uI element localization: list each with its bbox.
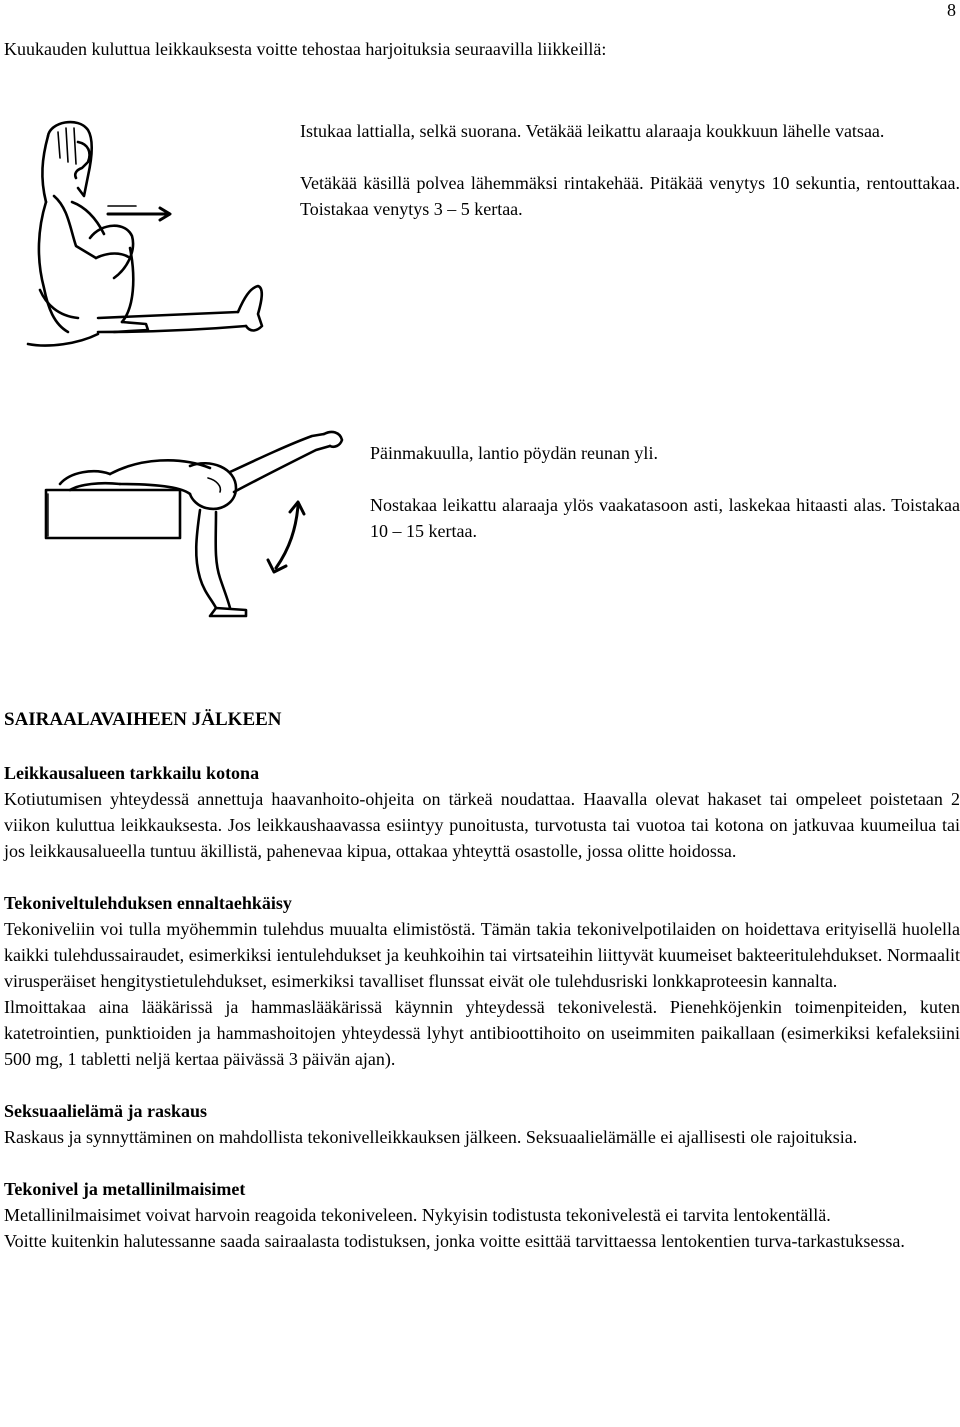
section-paragraph: Ilmoittakaa aina lääkärissä ja hammaslääkärissä käynnin yhteydessä tekonivelestä. Pienehköjenkin toimenpiteiden, kuten katetrointien, punktioiden ja hammashoitojen yhteydessä lyhyt antibioottihoito on useimmiten paikallaan (esimerkiksi kefaleksiini 500 mg, 1 tabletti neljä kertaa päivässä 3 päivän ajan). [4, 997, 960, 1069]
exercise-1-paragraph: Istukaa lattialla, selkä suorana. Vetäkää leikattu alaraaja koukkuun lähelle vatsaa. [300, 121, 885, 141]
section-paragraph: Voitte kuitenkin halutessanne saada sairaalasta todistuksen, jonka voitte esittää tarvittaessa lentokentien turva-tarkastuksessa. [4, 1231, 905, 1251]
section-infection-prevention [4, 890, 960, 1072]
section-heading: Tekoniveltulehduksen ennaltaehkäisy [4, 893, 292, 913]
section-paragraph: Tekoniveliin voi tulla myöhemmin tulehdus muualta elimistöstä. Tämän takia tekonivelpotilaiden on hoidettava erityisellä huolella kaikki tulehdussairaudet, esimerkiksi ientulehdukset ja keuhkoihin tai virtsateihin liittyvät kuumeiset bakteeritulehdukset. Normaalit virusperäiset hengitystietulehdukset, esimerkiksi tavalliset flunssat eivät ole tulehdusriski lonkkaproteesin kannalta. [4, 919, 960, 991]
after-hospital-content [4, 706, 960, 1254]
prone-leg-lift-illustration [40, 428, 350, 620]
section-wound-monitoring [4, 760, 960, 864]
exercise-2-paragraph: Päinmakuulla, lantio pöydän reunan yli. [370, 443, 658, 463]
section-heading: Tekonivel ja metallinilmaisimet [4, 1179, 246, 1199]
exercise-2-text [370, 440, 960, 544]
section-paragraph: Metallinilmaisimet voivat harvoin reagoida tekoniveleen. Nykyisin todistusta tekonivelestä ei tarvita lentokentällä. [4, 1205, 831, 1225]
main-heading: SAIRAALAVAIHEEN JÄLKEEN [4, 709, 282, 730]
exercise-2-paragraph: Nostakaa leikattu alaraaja ylös vaakatasoon asti, laskekaa hitaasti alas. Toistakaa 10 – 15 kertaa. [370, 495, 960, 541]
section-paragraph: Raskaus ja synnyttäminen on mahdollista tekonivelleikkauksen jälkeen. Seksuaalielämälle ei ajallisesti ole rajoituksia. [4, 1127, 858, 1147]
exercise-1-text [300, 118, 960, 222]
section-paragraph: Kotiutumisen yhteydessä annettuja haavanhoito-ohjeita on tärkeä noudattaa. Haavalla olevat hakaset tai ompeleet poistetaan 2 viikon kuluttua leikkauksesta. Jos leikkaushaavassa esiintyy punoitusta, turvotusta tai vuotoa tai kotona on jatkuvaa kuumeilua tai jos leikkausalueella tuntuu äkillistä, pahenevaa kipua, ottakaa yhteyttä osastolle, jossa olitte hoidossa. [4, 789, 960, 861]
section-heading: Seksuaalielämä ja raskaus [4, 1101, 208, 1121]
intro-text: Kuukauden kuluttua leikkauksesta voitte tehostaa harjoituksia seuraavilla liikkeillä: [4, 39, 607, 59]
page-number: 8 [947, 0, 956, 20]
exercise-1-paragraph: Vetäkää käsillä polvea lähemmäksi rintakehää. Pitäkää venytys 10 sekuntia, rentouttakaa. Toistakaa venytys 3 – 5 kertaa. [300, 173, 960, 219]
section-sexuality-pregnancy [4, 1098, 960, 1150]
section-heading: Leikkausalueen tarkkailu kotona [4, 763, 260, 783]
seated-stretch-illustration [18, 118, 278, 356]
section-metal-detectors [4, 1176, 960, 1254]
